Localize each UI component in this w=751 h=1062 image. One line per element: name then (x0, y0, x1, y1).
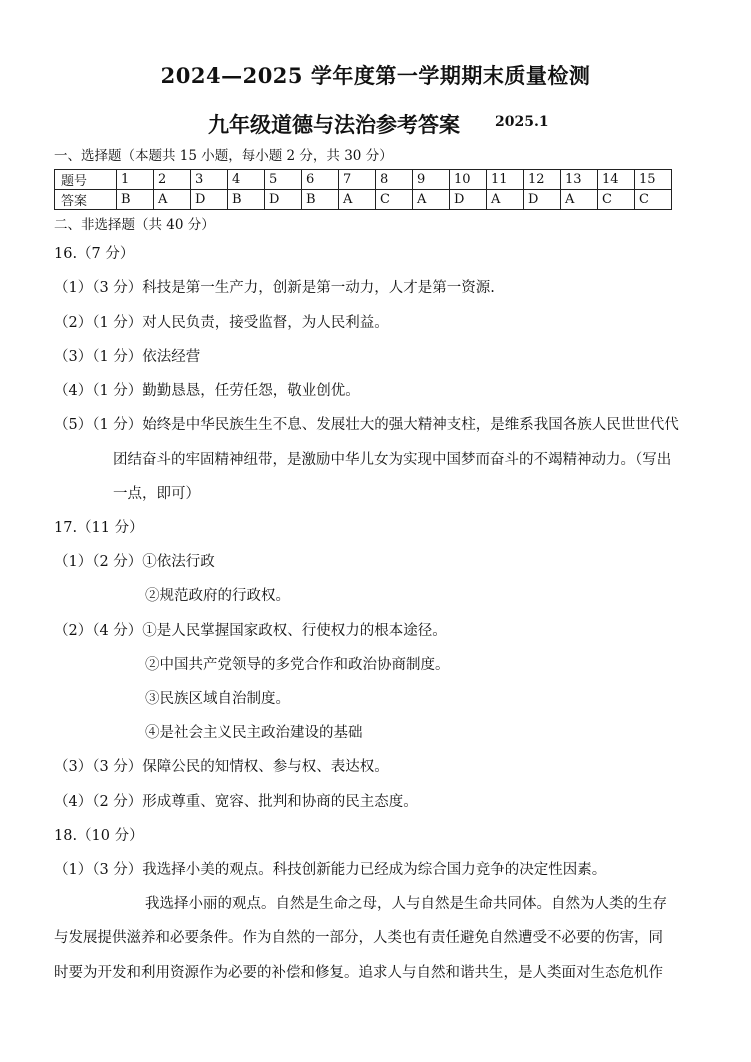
table-cell: 8 (376, 170, 413, 190)
table-cell: 14 (598, 170, 635, 190)
table-cell: C (635, 190, 672, 210)
q17-answer-2-line-1: （2）（4 分）①是人民掌握国家政权、行使权力的根本途径。 (54, 623, 447, 639)
table-cell: D (524, 190, 561, 210)
table-cell: A (413, 190, 450, 210)
table-cell: 15 (635, 170, 672, 190)
section-1-heading: 一、选择题（本题共 15 小题，每小题 2 分，共 30 分） (54, 148, 393, 164)
table-cell: D (450, 190, 487, 210)
document-title: 2024—2025 学年度第一学期期末质量检测 (160, 63, 591, 88)
table-cell: 2 (154, 170, 191, 190)
q16-answer-5-line-3: 一点，即可） (113, 486, 200, 502)
table-cell: 10 (450, 170, 487, 190)
q17-answer-2-line-3: ③民族区域自治制度。 (145, 691, 290, 707)
q17-answer-4: （4）（2 分）形成尊重、宽容、批判和协商的民主态度。 (54, 794, 418, 810)
q17-heading: 17.（11 分） (54, 520, 144, 536)
q16-answer-2: （2）（1 分）对人民负责，接受监督，为人民利益。 (54, 315, 389, 331)
table-cell: 4 (228, 170, 265, 190)
table-cell: 6 (302, 170, 339, 190)
table-cell: A (561, 190, 598, 210)
table-cell: 3 (191, 170, 228, 190)
table-cell: 13 (561, 170, 598, 190)
table-row-answers (55, 190, 672, 210)
q16-answer-1: （1）（3 分）科技是第一生产力，创新是第一动力，人才是第一资源. (54, 280, 495, 296)
section-2-heading: 二、非选择题（共 40 分） (54, 217, 215, 233)
table-cell: 9 (413, 170, 450, 190)
q18-heading: 18.（10 分） (54, 828, 144, 844)
q17-answer-1-line-2: ②规范政府的行政权。 (145, 588, 290, 604)
table-cell: B (228, 190, 265, 210)
document-subtitle: 九年级道德与法治参考答案 (208, 112, 460, 137)
q18-paragraph-line-1: 我选择小丽的观点。自然是生命之母，人与自然是生命共同体。自然为人类的生存 (145, 896, 667, 912)
q17-answer-2-line-4: ④是社会主义民主政治建设的基础 (145, 725, 363, 741)
table-cell: 12 (524, 170, 561, 190)
table-cell: A (339, 190, 376, 210)
table-cell: B (117, 190, 154, 210)
q16-heading: 16.（7 分） (54, 246, 135, 262)
table-row-numbers (55, 170, 672, 190)
document-date: 2025.1 (495, 114, 549, 130)
q16-answer-3: （3）（1 分）依法经营 (54, 349, 201, 365)
row-label-number: 题号 (55, 170, 117, 190)
q18-answer-1: （1）（3 分）我选择小美的观点。科技创新能力已经成为综合国力竞争的决定性因素。 (54, 862, 607, 878)
table-cell: D (191, 190, 228, 210)
answer-table (54, 169, 672, 210)
table-cell: C (598, 190, 635, 210)
table-cell: 5 (265, 170, 302, 190)
q18-paragraph-line-2: 与发展提供滋养和必要条件。作为自然的一部分，人类也有责任避免自然遭受不必要的伤害，同 (54, 930, 663, 946)
table-cell: 7 (339, 170, 376, 190)
table-cell: A (487, 190, 524, 210)
q17-answer-2-line-2: ②中国共产党领导的多党合作和政治协商制度。 (145, 657, 450, 673)
q16-answer-5-line-2: 团结奋斗的牢固精神纽带，是激励中华儿女为实现中国梦而奋斗的不竭精神动力。（写出 (113, 452, 672, 468)
table-cell: A (154, 190, 191, 210)
q17-answer-3: （3）（3 分）保障公民的知情权、参与权、表达权。 (54, 759, 389, 775)
table-cell: D (265, 190, 302, 210)
row-label-answer: 答案 (55, 190, 117, 210)
q16-answer-5-line-1: （5）（1 分）始终是中华民族生生不息、发展壮大的强大精神支柱，是维系我国各族人民世世代代 (54, 417, 679, 433)
table-cell: C (376, 190, 413, 210)
table-cell: 11 (487, 170, 524, 190)
q16-answer-4: （4）（1 分）勤勤恳恳，任劳任怨，敬业创优。 (54, 383, 360, 399)
table-cell: 1 (117, 170, 154, 190)
q18-paragraph-line-3: 时要为开发和利用资源作为必要的补偿和修复。追求人与自然和谐共生，是人类面对生态危机作 (54, 965, 663, 981)
table-cell: B (302, 190, 339, 210)
q17-answer-1-line-1: （1）（2 分）①依法行政 (54, 554, 215, 570)
